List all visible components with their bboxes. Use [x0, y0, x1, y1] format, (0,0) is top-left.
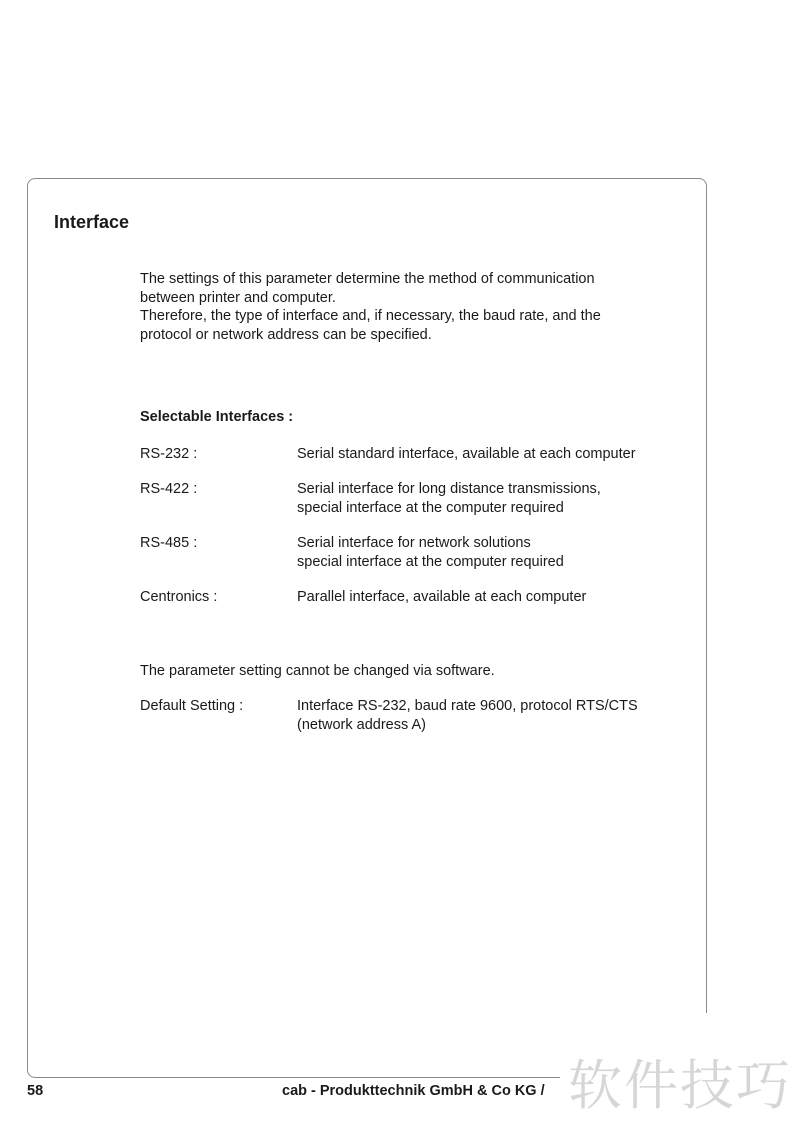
page-number: 58 — [27, 1083, 44, 1099]
interface-description: Serial interface for long distance transmissions, special interface at the computer required — [297, 481, 601, 516]
default-setting-row — [140, 697, 700, 734]
interface-description: Serial interface for network solutions special interface at the computer required — [297, 535, 564, 570]
intro-line: Therefore, the type of interface and, if necessary, the baud rate, and the — [140, 308, 601, 324]
software-note: The parameter setting cannot be changed via software. — [140, 662, 495, 679]
interface-label: RS-232 : — [140, 445, 198, 462]
watermark — [560, 1013, 800, 1133]
default-setting-value: Interface RS-232, baud rate 9600, protocol RTS/CTS (network address A) — [297, 698, 638, 733]
watermark-text: 软件技巧 — [568, 1054, 792, 1117]
interface-label: Centronics : — [140, 589, 218, 605]
default-setting-label: Default Setting : — [140, 698, 244, 714]
selectable-interfaces-heading: Selectable Interfaces : — [140, 409, 294, 425]
section-title: Interface — [54, 212, 130, 232]
intro-paragraph — [140, 270, 700, 344]
company-name: cab - Produkttechnik GmbH & Co KG / — [282, 1083, 545, 1099]
interface-row-rs232 — [140, 445, 700, 464]
interface-row-rs485 — [140, 534, 700, 571]
interface-description: Parallel interface, available at each computer — [297, 589, 587, 605]
interface-description: Serial standard interface, available at each computer — [297, 445, 636, 462]
interface-row-rs422 — [140, 480, 700, 517]
intro-line: protocol or network address can be specified. — [140, 326, 432, 343]
content-body — [140, 270, 700, 751]
interface-row-centronics — [140, 588, 700, 607]
interface-label: RS-485 : — [140, 535, 198, 551]
intro-line: The settings of this parameter determine the method of communication — [140, 271, 595, 287]
interface-label: RS-422 : — [140, 481, 198, 497]
intro-line: between printer and computer. — [140, 289, 336, 306]
